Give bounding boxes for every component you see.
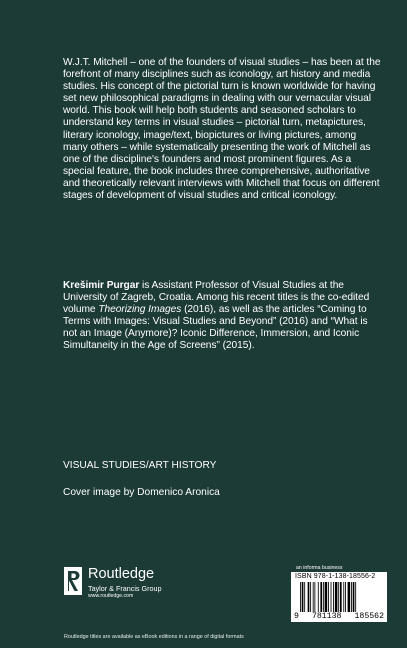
- publisher-url: www.routledge.com: [88, 593, 134, 599]
- barcode-bars: [294, 582, 384, 612]
- subject-category: VISUAL STUDIES/ART HISTORY: [63, 460, 217, 471]
- isbn-barcode: [291, 572, 387, 622]
- author-book-title: Theorizing Images: [98, 304, 182, 316]
- barcode-digit-group-1: 781138: [311, 612, 342, 621]
- publisher-group: Taylor & Francis Group: [88, 584, 162, 593]
- barcode-digits: [294, 612, 384, 621]
- routledge-r-icon: [64, 567, 82, 595]
- cover-credit: Cover image by Domenico Aronica: [63, 487, 220, 498]
- publisher-logo: [64, 567, 162, 600]
- author-bio: [63, 280, 383, 353]
- informa-tagline: an informa business: [296, 565, 343, 571]
- publisher-name: Routledge: [88, 566, 155, 582]
- back-cover-blurb: W.J.T. Mitchell – one of the founders of visual studies – has been at the forefront of many disciplines such as iconology, art history and media studies. His concept of the pictorial turn is known worldwide for having set new philosophical paradigms in dealing with our vernacular visual world. This book will help both students and seasoned scholars to understand key terms in visual studies – pictorial turn, metapictures, literary iconology, image/text, biopictures or living pictures, among many others – while systematically presenting the work of Mitchell as one of the discipline's founders and most prominent figures. As a special feature, the book includes three comprehensive, authoritative and theoretically relevant interviews with Mitchell that focus on different stages of development of visual studies and critical iconology.: [63, 57, 381, 202]
- barcode-digit-lead: 9: [294, 612, 299, 621]
- barcode-digit-group-2: 185562: [354, 612, 384, 621]
- author-bio-text-1: is Assistant Professor of Visual Studies at the University of Zagreb, Croatia. Among his recent titles is the co-edited volume: [63, 280, 370, 316]
- author-bio-text-2: (2016), as well as the articles “Coming to Terms with Images: Visual Studies and Beyond” (2016) and “What is not an Image (Anymore)? Iconic Difference, Immersion, and Iconic Simultaneity in the Age of Screens” (2015).: [63, 304, 368, 352]
- ebook-footnote: Routledge titles are available as eBook editions in a range of digital formats: [64, 634, 244, 640]
- isbn-text: ISBN 978-1-138-18556-2: [295, 573, 376, 580]
- author-name: Krešimir Purgar: [63, 280, 140, 291]
